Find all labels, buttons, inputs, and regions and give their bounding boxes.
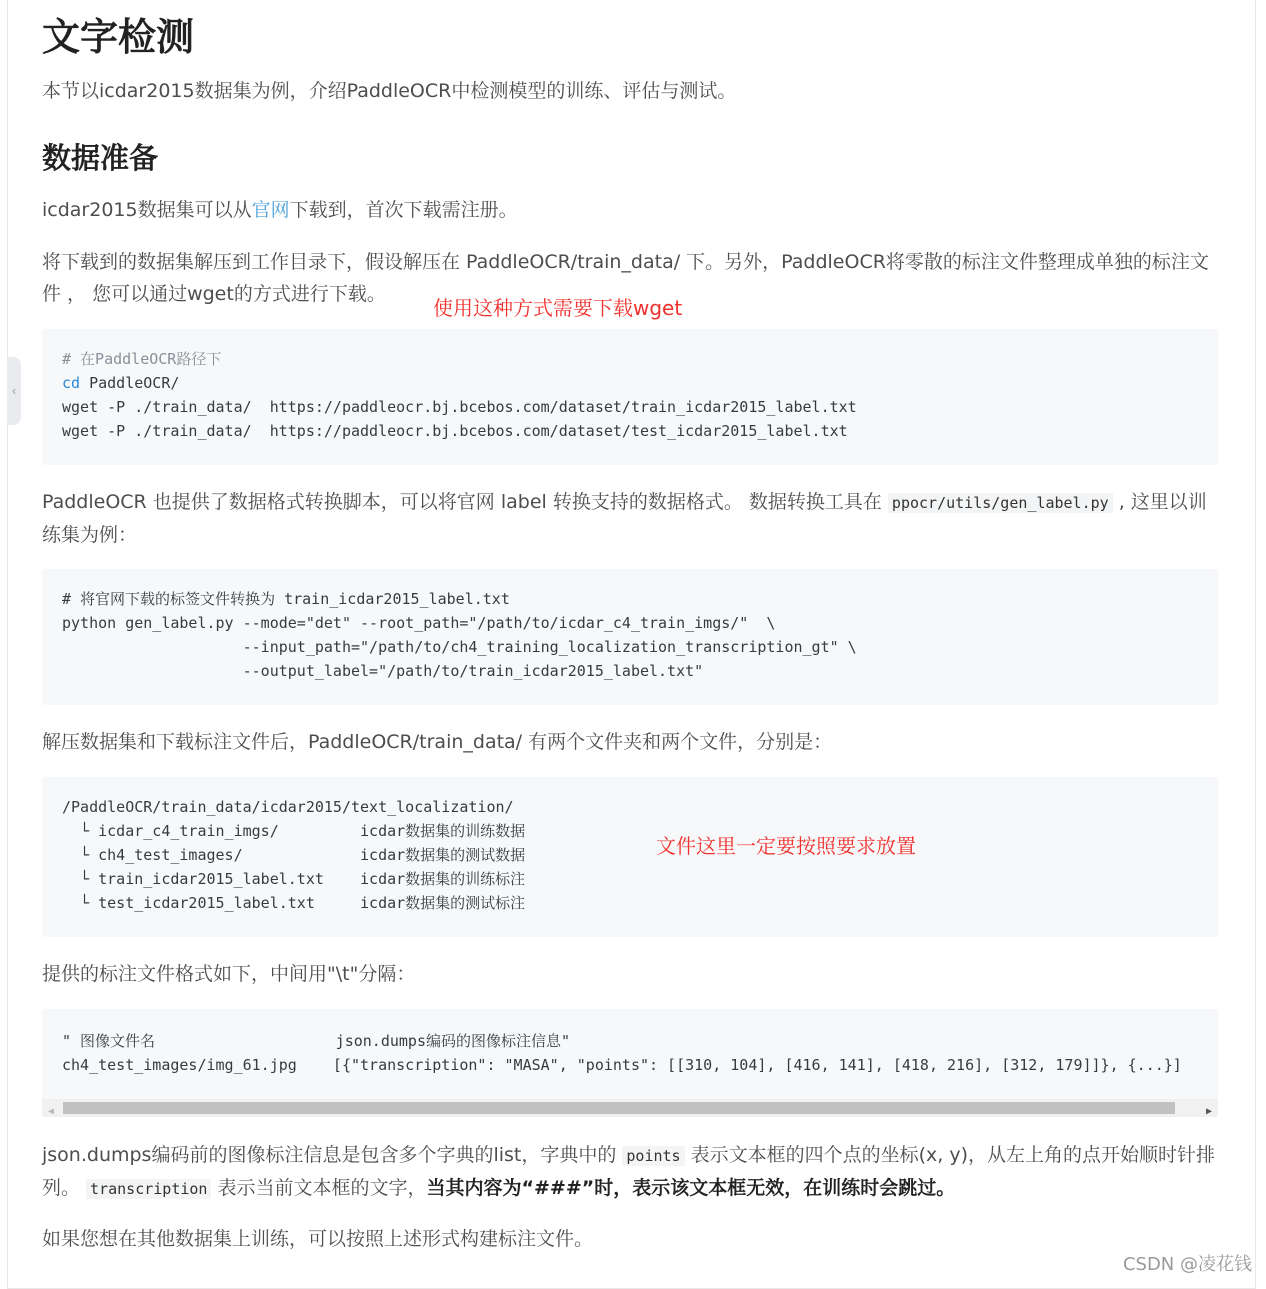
code-block-format: [42, 1009, 1218, 1117]
code-line: " 图像文件名 json.dumps编码的图像标注信息": [62, 1032, 571, 1050]
code-line: └ ch4_test_images/ icdar数据集的测试数据: [62, 846, 526, 864]
code-line: wget -P ./train_data/ https://paddleocr.bj.bcebos.com/dataset/test_icdar2015_label.txt: [62, 422, 848, 440]
page-title: 文字检测: [42, 15, 195, 59]
chevron-left-icon: ‹: [11, 384, 17, 398]
code-block-tree: [42, 777, 1218, 937]
annotation-note-wget: 使用这种方式需要下载wget: [433, 296, 683, 320]
scroll-right-icon[interactable]: ▶: [1205, 1106, 1212, 1117]
convert-paragraph: [42, 486, 1222, 551]
extract-paragraph: 将下载到的数据集解压到工作目录下，假设解压在 PaddleOCR/train_data/ 下。另外，PaddleOCR将零散的标注文件整理成单独的标注文件 ， 您可以通过wget的方式进行下载。: [42, 251, 1209, 305]
format-paragraph: 提供的标注文件格式如下，中间用"\t"分隔：: [42, 963, 416, 985]
text: PaddleOCR 也提供了数据格式转换脚本，可以将官网 label 转换支持的数据格式。 数据转换工具在: [42, 491, 888, 513]
bold-text: 当其内容为“###”时，表示该文本框无效，在训练时会跳过。: [426, 1177, 956, 1199]
text: 表示当前文本框的文字，: [211, 1177, 427, 1199]
code-line: --output_label="/path/to/train_icdar2015_label.txt": [62, 662, 704, 680]
scroll-left-icon[interactable]: ◀: [48, 1106, 55, 1117]
explanation-paragraph: [42, 1139, 1222, 1205]
horizontal-scrollbar[interactable]: [42, 1099, 1218, 1117]
structure-paragraph: 解压数据集和下载标注文件后，PaddleOCR/train_data/ 有两个文件夹和两个文件，分别是：: [42, 731, 833, 753]
official-site-link[interactable]: 官网: [251, 199, 290, 221]
annotation-note-placement: 文件这里一定要按照要求放置: [656, 834, 916, 858]
text: 表示文本框的四个点的坐标(x, y)，从左上角的点开始顺时针排列。: [42, 1144, 1216, 1199]
download-paragraph: [42, 194, 1222, 226]
watermark: CSDN @凌花钱: [1122, 1254, 1252, 1275]
code-line: ch4_test_images/img_61.jpg [{"transcription": "MASA", "points": [[310, 104], [416, 141], [418, 216], [312, 179]]}, {...}]: [62, 1056, 1182, 1074]
code-line: --input_path="/path/to/ch4_training_localization_transcription_gt" \: [62, 638, 857, 656]
inline-code: transcription: [86, 1179, 211, 1199]
code-line: └ train_icdar2015_label.txt icdar数据集的训练标注: [62, 870, 526, 888]
scrollbar-thumb[interactable]: [63, 1102, 1175, 1114]
text: , 这里以训练集为例：: [42, 491, 1207, 546]
code-line: /PaddleOCR/train_data/icdar2015/text_localization/: [62, 798, 514, 816]
code-line: wget -P ./train_data/ https://paddleocr.bj.bcebos.com/dataset/train_icdar2015_label.txt: [62, 398, 857, 416]
inline-code: points: [622, 1146, 684, 1166]
text: icdar2015数据集可以从: [42, 199, 252, 221]
text: 下载到，首次下载需注册。: [289, 199, 518, 221]
text: json.dumps编码前的图像标注信息是包含多个字典的list，字典中的: [42, 1144, 623, 1166]
code-line: [62, 371, 1198, 395]
inline-code: ppocr/utils/gen_label.py: [888, 493, 1113, 513]
section-heading: 数据准备: [42, 141, 159, 175]
code-comment: # 在PaddleOCR路径下: [62, 350, 222, 368]
code-line: └ icdar_c4_train_imgs/ icdar数据集的训练数据: [62, 822, 526, 840]
code-keyword: cd: [62, 374, 81, 392]
sidebar-collapse-toggle[interactable]: [7, 357, 21, 425]
code-line: └ test_icdar2015_label.txt icdar数据集的测试标注: [62, 894, 526, 912]
code-line: python gen_label.py --mode="det" --root_path="/path/to/icdar_c4_train_imgs/" \: [62, 614, 776, 632]
code-block-download: [42, 329, 1218, 465]
code-text: PaddleOCR/: [80, 374, 180, 392]
intro-paragraph: 本节以icdar2015数据集为例，介绍PaddleOCR中检测模型的训练、评估与测试。: [42, 80, 737, 102]
closing-paragraph: 如果您想在其他数据集上训练，可以按照上述形式构建标注文件。: [42, 1228, 594, 1250]
code-line: # 将官网下载的标签文件转换为 train_icdar2015_label.txt: [62, 590, 510, 608]
code-block-convert: [42, 569, 1218, 705]
